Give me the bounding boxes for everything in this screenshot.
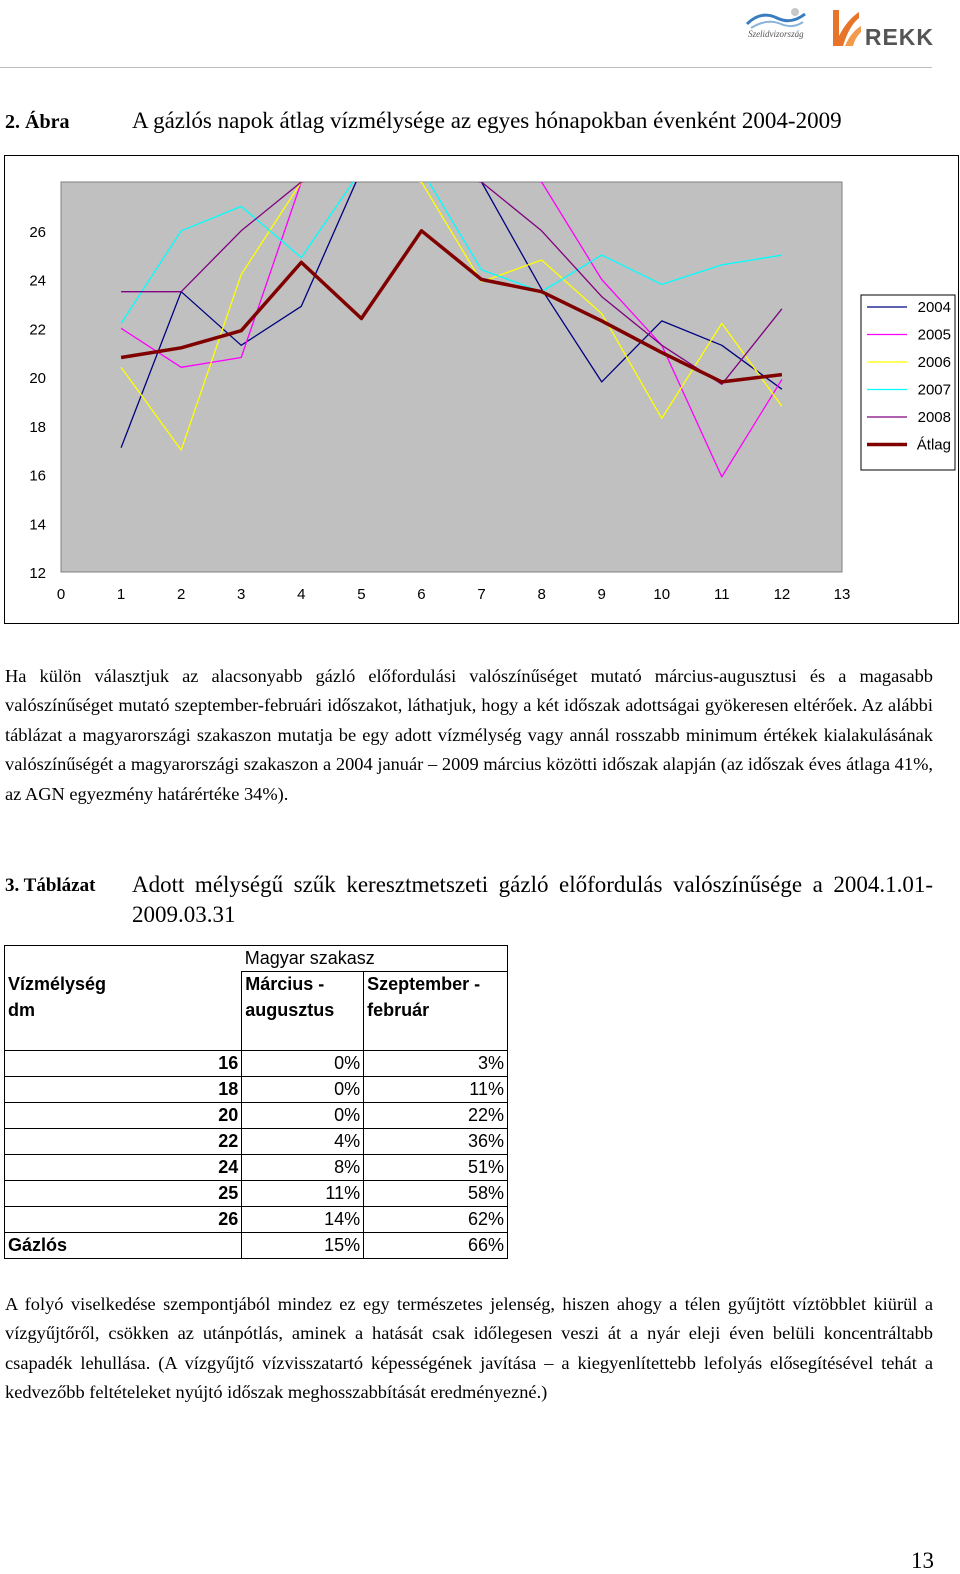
mar-aug-header: Március - [242,972,364,998]
depth-cell: 20 [5,1103,242,1129]
table-row [5,1155,508,1181]
legend-label: 2006 [917,354,951,371]
sep-feb-header: Szeptember - [364,972,508,998]
depth-cell: 16 [5,1051,242,1077]
y-tick-label: 16 [29,467,46,485]
y-tick-label: 12 [29,565,46,582]
figure-caption [5,108,930,134]
x-tick-label: 7 [477,586,486,603]
sep-feb-cell: 66% [364,1233,508,1259]
sep-feb-cell: 22% [364,1103,508,1129]
table-body [5,1051,508,1259]
wave-logo-icon [741,4,811,32]
y-tick-label: 20 [29,370,46,387]
table-group-header-row [5,946,508,972]
header-logos [741,4,934,48]
body-paragraph-2: A folyó viselkedése szempontjából mindez ez egy természetes jelenség, hiszen ahogy a télen gyűjtött víztöbblet kiürül a vízgyűjtőről, csökken az utánpótlás, aminek a hatását csak időlegesen veszi át a nyár eleji éven belüli koncentráltabb csapadék lehullása. (A vízgyűjtő vízvisszatartó képességének javítása – a kiegyenlítettebb lefolyás elősegítésével tehát a kedvezőbb feltételeket nyújtó időszak meghosszabbítását eredményezné.) [5,1294,933,1403]
table-row [5,1181,508,1207]
sep-feb-cell: 51% [364,1155,508,1181]
y-tick-label: 26 [29,223,46,241]
mar-aug-cell: 14% [242,1207,364,1233]
legend-label: 2004 [917,299,951,316]
table-row [5,1233,508,1259]
mar-aug-cell: 4% [242,1129,364,1155]
mar-aug-cell: 0% [242,1103,364,1129]
line-chart-svg [4,155,959,624]
rekk-flame-icon [829,6,863,50]
table-title: Adott mélységű szűk keresztmetszeti gázló előfordulás valószínűsége a 2004.1.01-2009.03.31 [132,872,933,927]
depth-header: Vízmélység [5,972,242,998]
depth-unit-header: dm [5,998,242,1024]
probability-table [4,945,508,1259]
mar-aug-cell: 15% [242,1233,364,1259]
sep-feb-cell: 3% [364,1051,508,1077]
line-chart [4,155,959,624]
x-tick-label: 11 [714,586,730,603]
x-tick-label: 4 [297,586,306,603]
y-tick-label: 18 [29,418,46,436]
depth-cell: 26 [5,1207,242,1233]
legend-label: 2005 [917,326,951,344]
x-tick-label: 12 [773,586,791,603]
x-tick-label: 10 [653,586,671,603]
x-tick-label: 2 [176,586,186,603]
mar-aug-cell: 0% [242,1077,364,1103]
mar-aug-cell: 0% [242,1051,364,1077]
table-header-spacer [5,1024,508,1051]
sep-feb-header-2: február [364,998,508,1024]
depth-cell: Gázlós [5,1233,242,1259]
table-row [5,1051,508,1077]
plot-area [61,182,842,572]
header-divider [0,67,932,68]
y-tick-label: 22 [29,321,46,339]
rekk-logo-text: REKK [864,24,934,50]
x-tick-label: 9 [597,586,606,603]
sep-feb-cell: 11% [364,1077,508,1103]
y-tick-label: 14 [29,516,46,534]
legend-label: 2007 [917,381,951,399]
x-tick-label: 6 [417,586,426,603]
table-row [5,1103,508,1129]
sep-feb-cell: 62% [364,1207,508,1233]
figure-label: 2. Ábra [5,111,70,133]
x-tick-label: 3 [237,586,246,603]
y-tick-label: 24 [29,272,46,290]
page-number: 13 [911,1548,934,1573]
table-row [5,1077,508,1103]
x-tick-label: 13 [833,586,851,603]
depth-cell: 25 [5,1181,242,1207]
depth-cell: 18 [5,1077,242,1103]
mar-aug-cell: 8% [242,1155,364,1181]
table-row [5,1129,508,1155]
depth-cell: 22 [5,1129,242,1155]
sep-feb-cell: 36% [364,1129,508,1155]
x-tick-label: 8 [537,586,546,603]
group-header-cell: Magyar szakasz [242,946,508,972]
x-tick-label: 5 [357,586,366,603]
szelidvizorszag-logo [741,4,811,44]
depth-cell: 24 [5,1155,242,1181]
legend-label: 2008 [917,409,951,426]
rekk-logo [829,4,934,51]
table-label: 3. Táblázat [5,875,96,896]
sep-feb-cell: 58% [364,1181,508,1207]
x-tick-label: 1 [116,586,126,603]
body-paragraph-1: Ha külön választjuk az alacsonyabb gázló előfordulási valószínűséget mutató március-augusztusi és a magasabb valószínűséget mutató szeptember-februári időszakot, láthatjuk, hogy a két időszak adottságai gyökeresen eltérőek. Az alábbi táblázat a magyarországi szakaszon mutatja be egy adott vízmélység vagy annál rosszabb minimum értékek kialakulásának valószínűségét a magyarországi szakaszon a 2004 január – 2009 március közötti időszak alapján (az időszak éves átlaga 41%, az AGN egyezmény határértéke 34%). [5,666,933,804]
mar-aug-header-2: augusztus [242,998,364,1024]
mar-aug-cell: 11% [242,1181,364,1207]
table-row [5,1207,508,1233]
figure-title: A gázlós napok átlag vízmélysége az egyes hónapokban évenként 2004-2009 [132,108,842,133]
table-caption [5,870,933,930]
table-header-row-1 [5,972,508,998]
x-tick-label: 0 [56,586,66,603]
table-header-row-2 [5,998,508,1024]
szelidvizorszag-logo-text: Szelidvizország [748,29,804,39]
legend-label: Átlag [916,436,951,454]
